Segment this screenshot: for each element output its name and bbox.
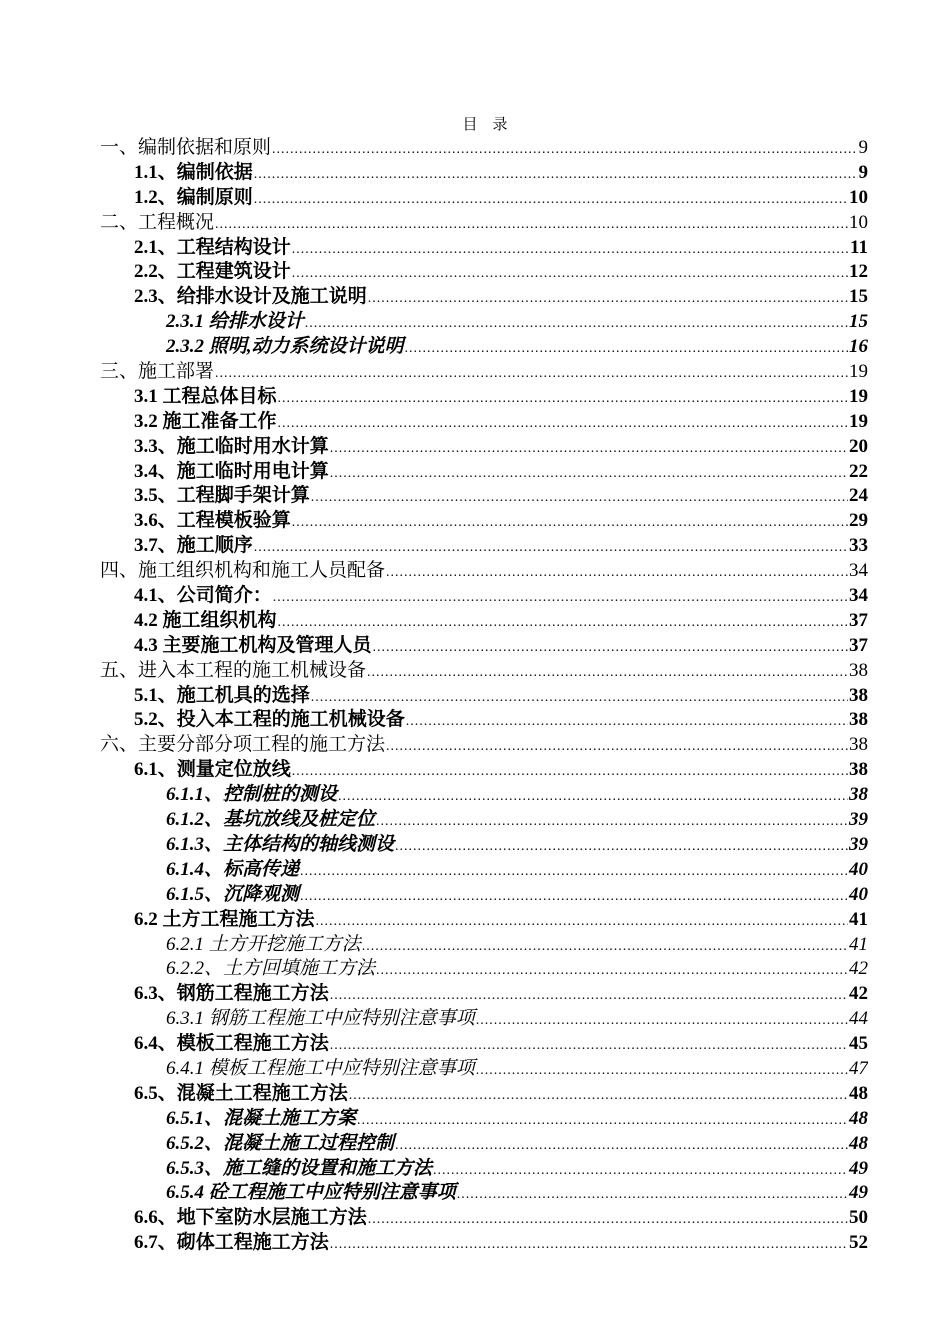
toc-entry-label: 3.4、施工临时用电计算 bbox=[134, 460, 329, 482]
toc-dot-leader bbox=[476, 1009, 848, 1032]
toc-entry-label: 二、工程概况 bbox=[100, 211, 215, 233]
toc-entry-page-number: 10 bbox=[849, 211, 868, 233]
toc-entry[interactable] bbox=[100, 883, 868, 908]
toc-entry[interactable] bbox=[100, 833, 868, 858]
toc-entry-label: 6.1.5、沉降观测 bbox=[166, 883, 300, 905]
toc-entry[interactable] bbox=[100, 335, 868, 360]
toc-entry-page-number: 37 bbox=[849, 634, 868, 656]
toc-entry-label: 6.5.4 砼工程施工中应特别注意事项 bbox=[166, 1182, 456, 1204]
toc-entry-page-number: 19 bbox=[849, 385, 868, 407]
toc-dot-leader bbox=[292, 238, 849, 261]
toc-dot-leader bbox=[330, 984, 848, 1007]
toc-entry-page-number: 38 bbox=[849, 734, 868, 756]
toc-entry-label: 6.5、混凝土工程施工方法 bbox=[134, 1082, 348, 1104]
toc-entry[interactable] bbox=[100, 584, 868, 609]
toc-entry-label: 1.1、编制依据 bbox=[134, 161, 253, 183]
toc-dot-leader bbox=[367, 661, 848, 684]
toc-entry-page-number: 9 bbox=[858, 161, 868, 183]
toc-dot-leader bbox=[476, 1059, 848, 1082]
toc-entry[interactable] bbox=[100, 684, 868, 709]
toc-entry-label: 六、主要分部分项工程的施工方法 bbox=[100, 734, 386, 756]
toc-entry-label: 4.3 主要施工机构及管理人员 bbox=[134, 634, 372, 656]
toc-entry-page-number: 49 bbox=[849, 1157, 868, 1179]
toc-entry-page-number: 48 bbox=[849, 1107, 868, 1129]
toc-entry-label: 3.1 工程总体目标 bbox=[134, 385, 277, 407]
toc-entry-page-number: 20 bbox=[849, 435, 868, 457]
toc-dot-leader bbox=[376, 959, 848, 982]
toc-entry-page-number: 22 bbox=[849, 460, 868, 482]
toc-entry[interactable] bbox=[100, 733, 868, 758]
toc-dot-leader bbox=[278, 387, 848, 410]
toc-entry-page-number: 24 bbox=[849, 485, 868, 507]
toc-entry[interactable] bbox=[100, 211, 868, 236]
toc-dot-leader bbox=[330, 1233, 848, 1256]
toc-entry-page-number: 41 bbox=[849, 933, 868, 955]
table-of-contents bbox=[100, 136, 868, 1256]
toc-entry-label: 6.3、钢筋工程施工方法 bbox=[134, 983, 329, 1005]
toc-dot-leader bbox=[368, 1208, 848, 1231]
toc-entry-label: 4.1、公司简介： bbox=[134, 585, 272, 607]
toc-entry[interactable] bbox=[100, 1107, 868, 1132]
toc-entry-page-number: 42 bbox=[849, 958, 868, 980]
toc-entry-page-number: 52 bbox=[849, 1232, 868, 1254]
toc-entry-page-number: 47 bbox=[849, 1057, 868, 1079]
toc-entry-label: 4.2 施工组织机构 bbox=[134, 609, 277, 631]
toc-entry[interactable] bbox=[100, 460, 868, 485]
toc-dot-leader bbox=[330, 1034, 848, 1057]
toc-entry-page-number: 38 bbox=[849, 709, 868, 731]
toc-entry-page-number: 45 bbox=[849, 1033, 868, 1055]
toc-entry[interactable] bbox=[100, 385, 868, 410]
toc-entry-page-number: 49 bbox=[849, 1182, 868, 1204]
toc-entry-label: 2.3、给排水设计及施工说明 bbox=[134, 286, 367, 308]
toc-entry[interactable] bbox=[100, 808, 868, 833]
toc-entry-label: 6.1.1、控制桩的测设 bbox=[166, 784, 338, 806]
toc-entry[interactable] bbox=[100, 136, 868, 161]
toc-entry-page-number: 11 bbox=[850, 236, 868, 258]
toc-dot-leader bbox=[316, 910, 848, 933]
toc-entry[interactable] bbox=[100, 285, 868, 310]
toc-entry-label: 6.5.1、混凝土施工方案 bbox=[166, 1107, 357, 1129]
toc-dot-leader bbox=[311, 686, 848, 709]
toc-entry-label: 6.5.3、施工缝的设置和施工方法 bbox=[166, 1157, 433, 1179]
toc-entry-page-number: 34 bbox=[849, 585, 868, 607]
toc-entry[interactable] bbox=[100, 559, 868, 584]
toc-entry-label: 3.5、工程脚手架计算 bbox=[134, 485, 310, 507]
toc-dot-leader bbox=[357, 1109, 848, 1132]
toc-dot-leader bbox=[292, 262, 848, 285]
toc-dot-leader bbox=[330, 462, 848, 485]
toc-entry-label: 6.4、模板工程施工方法 bbox=[134, 1033, 329, 1055]
toc-entry-label: 四、施工组织机构和施工人员配备 bbox=[100, 560, 386, 582]
toc-dot-leader bbox=[457, 1183, 848, 1206]
toc-entry-label: 3.7、施工顺序 bbox=[134, 535, 253, 557]
toc-entry[interactable] bbox=[100, 161, 868, 186]
toc-entry[interactable] bbox=[100, 634, 868, 659]
toc-entry-page-number: 40 bbox=[849, 883, 868, 905]
toc-entry-page-number: 19 bbox=[849, 361, 868, 383]
toc-entry[interactable] bbox=[100, 435, 868, 460]
toc-entry-label: 3.6、工程模板验算 bbox=[134, 510, 291, 532]
toc-entry[interactable] bbox=[100, 1032, 868, 1057]
toc-entry-label: 5.2、投入本工程的施工机械设备 bbox=[134, 709, 405, 731]
toc-entry-page-number: 38 bbox=[849, 684, 868, 706]
toc-entry-page-number: 48 bbox=[849, 1132, 868, 1154]
toc-entry-label: 三、施工部署 bbox=[100, 361, 215, 383]
toc-entry-page-number: 12 bbox=[849, 261, 868, 283]
toc-dot-leader bbox=[254, 188, 848, 211]
toc-entry[interactable] bbox=[100, 1057, 868, 1082]
toc-dot-leader bbox=[278, 611, 848, 634]
toc-dot-leader bbox=[330, 437, 848, 460]
toc-entry[interactable] bbox=[100, 758, 868, 783]
toc-entry-label: 1.2、编制原则 bbox=[134, 186, 253, 208]
toc-entry-label: 6.5.2、混凝土施工过程控制 bbox=[166, 1132, 395, 1154]
toc-entry-label: 2.1、工程结构设计 bbox=[134, 236, 291, 258]
toc-entry-label: 6.2.2、土方回填施工方法 bbox=[166, 958, 376, 980]
toc-entry[interactable] bbox=[100, 957, 868, 982]
toc-entry-label: 2.3.2 照明,动力系统设计说明 bbox=[166, 336, 404, 358]
toc-dot-leader bbox=[433, 1159, 848, 1182]
toc-entry[interactable] bbox=[100, 534, 868, 559]
toc-entry[interactable] bbox=[100, 1082, 868, 1107]
toc-entry-label: 5.1、施工机具的选择 bbox=[134, 684, 310, 706]
toc-entry-page-number: 38 bbox=[849, 759, 868, 781]
toc-entry[interactable] bbox=[100, 908, 868, 933]
toc-entry-page-number: 39 bbox=[849, 809, 868, 831]
toc-entry-page-number: 44 bbox=[849, 1008, 868, 1030]
toc-dot-leader bbox=[278, 412, 848, 435]
toc-dot-leader bbox=[395, 835, 848, 858]
toc-entry[interactable] bbox=[100, 1132, 868, 1157]
toc-entry-page-number: 34 bbox=[849, 560, 868, 582]
toc-dot-leader bbox=[406, 710, 848, 733]
toc-entry[interactable] bbox=[100, 609, 868, 634]
toc-entry[interactable] bbox=[100, 310, 868, 335]
toc-entry-label: 6.6、地下室防水层施工方法 bbox=[134, 1207, 367, 1229]
toc-entry-label: 6.2 土方工程施工方法 bbox=[134, 908, 315, 930]
toc-entry-label: 6.1.2、基坑放线及桩定位 bbox=[166, 809, 376, 831]
toc-entry-page-number: 10 bbox=[849, 186, 868, 208]
toc-dot-leader bbox=[292, 511, 848, 534]
toc-entry-label: 3.2 施工准备工作 bbox=[134, 410, 277, 432]
toc-entry-page-number: 37 bbox=[849, 609, 868, 631]
toc-entry-label: 6.2.1 土方开挖施工方法 bbox=[166, 933, 361, 955]
toc-dot-leader bbox=[386, 561, 848, 584]
toc-entry-page-number: 19 bbox=[849, 410, 868, 432]
toc-dot-leader bbox=[215, 213, 848, 236]
toc-entry-label: 6.1、测量定位放线 bbox=[134, 759, 291, 781]
toc-entry[interactable] bbox=[100, 783, 868, 808]
toc-entry-page-number: 16 bbox=[849, 336, 868, 358]
toc-dot-leader bbox=[373, 636, 848, 659]
toc-entry[interactable] bbox=[100, 708, 868, 733]
toc-entry-label: 6.1.4、标高传递 bbox=[166, 858, 300, 880]
toc-entry[interactable] bbox=[100, 659, 868, 684]
toc-entry[interactable] bbox=[100, 933, 868, 958]
toc-dot-leader bbox=[215, 362, 848, 385]
toc-dot-leader bbox=[405, 337, 848, 360]
toc-entry-page-number: 33 bbox=[849, 535, 868, 557]
toc-entry[interactable] bbox=[100, 1007, 868, 1032]
toc-entry-label: 一、编制依据和原则 bbox=[100, 137, 272, 158]
toc-entry-label: 2.2、工程建筑设计 bbox=[134, 261, 291, 283]
toc-entry-label: 6.3.1 钢筋工程施工中应特别注意事项 bbox=[166, 1008, 475, 1030]
toc-entry[interactable] bbox=[100, 410, 868, 435]
toc-dot-leader bbox=[254, 163, 858, 186]
toc-entry-label: 6.4.1 模板工程施工中应特别注意事项 bbox=[166, 1057, 475, 1079]
toc-entry[interactable] bbox=[100, 858, 868, 883]
toc-dot-leader bbox=[272, 138, 857, 161]
toc-entry-page-number: 48 bbox=[849, 1082, 868, 1104]
toc-entry[interactable] bbox=[100, 1157, 868, 1182]
toc-entry-label: 6.1.3、主体结构的轴线测设 bbox=[166, 833, 395, 855]
toc-dot-leader bbox=[305, 312, 848, 335]
toc-entry-page-number: 38 bbox=[849, 659, 868, 681]
toc-entry[interactable] bbox=[100, 1231, 868, 1256]
toc-entry-page-number: 9 bbox=[858, 137, 868, 158]
toc-dot-leader bbox=[300, 885, 848, 908]
toc-dot-leader bbox=[386, 735, 848, 758]
toc-dot-leader bbox=[273, 586, 848, 609]
toc-entry[interactable] bbox=[100, 260, 868, 285]
toc-entry[interactable] bbox=[100, 982, 868, 1007]
toc-dot-leader bbox=[292, 760, 848, 783]
toc-dot-leader bbox=[300, 860, 848, 883]
toc-dot-leader bbox=[338, 785, 848, 808]
toc-dot-leader bbox=[395, 1134, 848, 1157]
toc-entry[interactable] bbox=[100, 360, 868, 385]
toc-entry[interactable] bbox=[100, 186, 868, 211]
toc-entry[interactable] bbox=[100, 484, 868, 509]
toc-entry[interactable] bbox=[100, 509, 868, 534]
toc-entry[interactable] bbox=[100, 1206, 868, 1231]
toc-entry-page-number: 40 bbox=[849, 858, 868, 880]
toc-dot-leader bbox=[376, 810, 848, 833]
toc-entry-page-number: 38 bbox=[849, 784, 868, 806]
toc-dot-leader bbox=[349, 1084, 848, 1107]
toc-title: 目 录 bbox=[462, 117, 508, 133]
toc-dot-leader bbox=[254, 536, 848, 559]
toc-entry-page-number: 41 bbox=[849, 908, 868, 930]
toc-dot-leader bbox=[368, 287, 848, 310]
toc-entry-page-number: 42 bbox=[849, 983, 868, 1005]
toc-entry-label: 五、进入本工程的施工机械设备 bbox=[100, 659, 367, 681]
toc-entry-page-number: 39 bbox=[849, 833, 868, 855]
toc-entry-page-number: 15 bbox=[849, 286, 868, 308]
toc-entry[interactable] bbox=[100, 236, 868, 261]
toc-entry[interactable] bbox=[100, 1181, 868, 1206]
toc-dot-leader bbox=[311, 486, 848, 509]
toc-entry-label: 3.3、施工临时用水计算 bbox=[134, 435, 329, 457]
toc-entry-page-number: 29 bbox=[849, 510, 868, 532]
toc-entry-page-number: 15 bbox=[849, 311, 868, 333]
toc-entry-page-number: 50 bbox=[849, 1207, 868, 1229]
toc-entry-label: 2.3.1 给排水设计 bbox=[166, 311, 304, 333]
toc-entry-label: 6.7、砌体工程施工方法 bbox=[134, 1232, 329, 1254]
toc-dot-leader bbox=[362, 935, 848, 958]
